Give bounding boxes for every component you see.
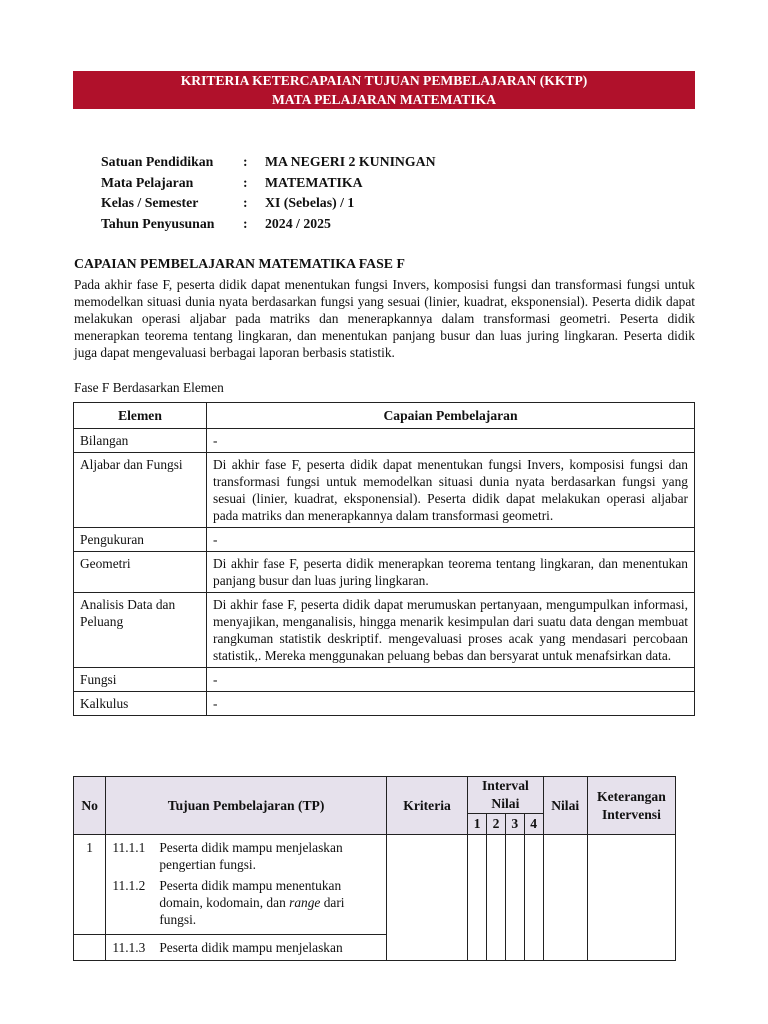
scale-1: 1 — [468, 814, 487, 835]
column-header-element: Elemen — [74, 403, 207, 429]
cp-paragraph: Pada akhir fase F, peserta didik dapat menentukan fungsi Invers, komposisi fungsi dan transformasi fungsi untuk memodelkan situasi dunia nyata berdasarkan fungsi yang sesuai (linier, kuadrat, eksponensial). Peserta didik dapat melakukan operasi aljabar pada matriks dan menerapkannya dalam transformasi geometri. Peserta didik menerapkan teorema tentang lingkaran, dan menentukan panjang busur dan luas juring lingkaran. Peserta didik juga dapat mengevaluasi berbagai laporan berbasis statistik. — [74, 277, 695, 360]
element-row — [74, 429, 695, 453]
kriteria-cell — [386, 835, 467, 961]
column-header-no: No — [74, 777, 106, 835]
element-name: Analisis Data dan Peluang — [74, 593, 207, 668]
column-header-keterangan: Keterangan Intervensi — [587, 777, 675, 835]
tp-cell — [106, 835, 387, 935]
tp-cell — [106, 935, 387, 961]
column-header-interval: Interval Nilai — [468, 777, 543, 814]
identity-colon: : — [243, 174, 248, 190]
scale-cell — [524, 835, 543, 961]
tp-item-text: Peserta didik mampu menjelaskan pengertian fungsi. — [159, 840, 343, 872]
element-row — [74, 552, 695, 593]
tp-text-italic: range — [289, 895, 321, 910]
fase-label: Fase F Berdasarkan Elemen — [74, 380, 224, 395]
identity-colon: : — [243, 195, 248, 210]
identity-table — [101, 152, 436, 234]
identity-label: Kelas / Semester — [101, 195, 199, 210]
column-header-cp: Capaian Pembelajaran — [207, 403, 695, 429]
tp-item — [106, 837, 386, 875]
nilai-cell — [543, 835, 587, 961]
element-cp: - — [207, 692, 695, 716]
element-name: Bilangan — [74, 429, 207, 453]
element-row — [74, 692, 695, 716]
scale-4: 4 — [524, 814, 543, 835]
element-name: Fungsi — [74, 668, 207, 692]
identity-label: Mata Pelajaran — [101, 174, 194, 190]
tp-header-row — [74, 777, 676, 814]
element-cp: Di akhir fase F, peserta didik menerapkan teorema tentang lingkaran, dan menentukan panjang busur dan luas juring lingkaran. — [207, 552, 695, 593]
element-row — [74, 668, 695, 692]
identity-colon: : — [243, 215, 248, 231]
title-line-1: KRITERIA KETERCAPAIAN TUJUAN PEMBELAJARAN (KKTP) — [180, 73, 588, 88]
element-table-header — [74, 403, 695, 429]
identity-value: MATEMATIKA — [265, 174, 363, 190]
element-name: Kalkulus — [74, 692, 207, 716]
element-cp: - — [207, 668, 695, 692]
tp-item-text — [159, 877, 382, 928]
element-row — [74, 453, 695, 528]
cp-heading: CAPAIAN PEMBELAJARAN MATEMATIKA FASE F — [74, 256, 405, 271]
scale-cell — [505, 835, 524, 961]
element-cp: - — [207, 429, 695, 453]
tp-table — [73, 776, 676, 961]
tp-row-number: 1 — [74, 835, 106, 935]
tp-text-part: Peserta didik mampu menentukan domain, kodomain, dan — [159, 878, 342, 910]
tp-item-number: 11.1.1 — [112, 840, 146, 855]
tp-row — [74, 835, 676, 935]
column-header-kriteria: Kriteria — [386, 777, 467, 835]
tp-text-part: dari fungsi. — [159, 895, 345, 927]
tp-item-text: Peserta didik mampu menjelaskan — [159, 940, 343, 955]
identity-colon: : — [243, 154, 248, 169]
element-name: Pengukuran — [74, 528, 207, 552]
identity-row — [101, 152, 436, 173]
identity-label: Satuan Pendidikan — [101, 154, 214, 169]
element-cp: Di akhir fase F, peserta didik dapat merumuskan pertanyaan, mengumpulkan informasi, menyajikan, menganalisis, hingga menarik kesimpulan dari suatu data dengan membuat rangkuman statistik deskriptif. mengevaluasi proses acak yang mendasari percobaan statistik,. Mereka menggunakan peluang bebas dan bersyarat untuk menafsirkan data. — [207, 593, 695, 668]
title-line-2: MATA PELAJARAN MATEMATIKA — [271, 92, 497, 107]
tp-row-number — [74, 935, 106, 961]
scale-2: 2 — [487, 814, 506, 835]
element-name: Aljabar dan Fungsi — [74, 453, 207, 528]
tp-item-number: 11.1.3 — [112, 940, 146, 955]
identity-value: XI (Sebelas) / 1 — [265, 195, 355, 210]
identity-value: MA NEGERI 2 KUNINGAN — [265, 154, 436, 169]
identity-row — [101, 173, 436, 194]
element-name: Geometri — [74, 552, 207, 593]
column-header-tp: Tujuan Pembelajaran (TP) — [106, 777, 387, 835]
element-cp: Di akhir fase F, peserta didik dapat menentukan fungsi Invers, komposisi fungsi dan transformasi fungsi untuk memodelkan situasi dunia nyata berdasarkan fungsi yang sesuai (linier, kuadrat, eksponensial). Peserta didik dapat melakukan operasi aljabar pada matriks dan menerapkannya dalam transformasi geometri. — [207, 453, 695, 528]
element-table — [73, 402, 695, 716]
keterangan-cell — [587, 835, 675, 961]
element-row — [74, 593, 695, 668]
identity-label: Tahun Penyusunan — [101, 215, 215, 231]
element-row — [74, 528, 695, 552]
scale-cell — [487, 835, 506, 961]
identity-value: 2024 / 2025 — [265, 215, 331, 231]
tp-item — [106, 937, 386, 958]
element-cp: - — [207, 528, 695, 552]
tp-item — [106, 875, 386, 930]
scale-cell — [468, 835, 487, 961]
scale-3: 3 — [505, 814, 524, 835]
tp-item-number: 11.1.2 — [112, 878, 146, 893]
column-header-nilai: Nilai — [543, 777, 587, 835]
title-banner — [73, 71, 695, 109]
identity-row — [101, 214, 436, 235]
identity-row — [101, 193, 436, 214]
